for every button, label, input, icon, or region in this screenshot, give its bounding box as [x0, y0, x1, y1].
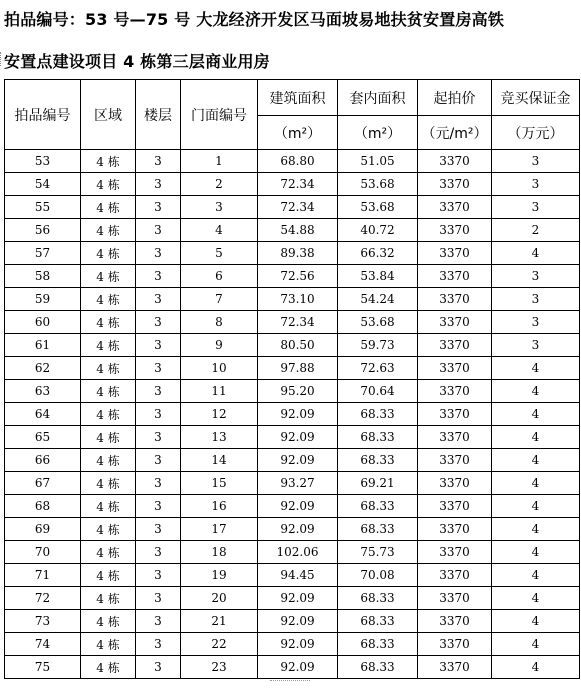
cell-building-area: 73.10 [258, 288, 338, 311]
cell-floor: 3 [136, 196, 181, 219]
cell-door-no: 5 [181, 242, 258, 265]
cell-building-area: 68.80 [258, 150, 338, 173]
table-row [5, 357, 580, 380]
cell-start-price: 3370 [418, 357, 492, 380]
cell-start-price: 3370 [418, 311, 492, 334]
cell-door-no: 17 [181, 518, 258, 541]
cell-lot-no: 66 [5, 449, 81, 472]
cell-lot-no: 72 [5, 587, 81, 610]
cell-floor: 3 [136, 219, 181, 242]
cell-deposit: 4 [492, 541, 580, 564]
cell-floor: 3 [136, 633, 181, 656]
cell-inner-area: 68.33 [338, 518, 418, 541]
table-row [5, 150, 580, 173]
cell-area: 4 栋 [81, 656, 136, 679]
cell-start-price: 3370 [418, 150, 492, 173]
cell-inner-area: 53.84 [338, 265, 418, 288]
document-title-line-1: 拍品编号：53 号—75 号 大龙经济开发区马面坡易地扶贫安置房高铁 [4, 10, 505, 29]
cell-start-price: 3370 [418, 656, 492, 679]
cell-door-no: 1 [181, 150, 258, 173]
cell-floor: 3 [136, 610, 181, 633]
table-row [5, 495, 580, 518]
cell-deposit: 4 [492, 472, 580, 495]
cell-start-price: 3370 [418, 495, 492, 518]
cell-building-area: 72.34 [258, 173, 338, 196]
cell-deposit: 4 [492, 495, 580, 518]
header-lot-no: 拍品编号 [5, 80, 81, 150]
cell-inner-area: 53.68 [338, 311, 418, 334]
cell-area: 4 栋 [81, 380, 136, 403]
cell-lot-no: 65 [5, 426, 81, 449]
cell-building-area: 92.09 [258, 403, 338, 426]
cell-floor: 3 [136, 587, 181, 610]
cell-door-no: 4 [181, 219, 258, 242]
cell-area: 4 栋 [81, 518, 136, 541]
cell-lot-no: 55 [5, 196, 81, 219]
table-row [5, 472, 580, 495]
cell-deposit: 4 [492, 242, 580, 265]
table-row [5, 541, 580, 564]
cell-building-area: 94.45 [258, 564, 338, 587]
table-row [5, 380, 580, 403]
cell-area: 4 栋 [81, 242, 136, 265]
cell-area: 4 栋 [81, 288, 136, 311]
cell-inner-area: 51.05 [338, 150, 418, 173]
cell-building-area: 97.88 [258, 357, 338, 380]
cell-area: 4 栋 [81, 173, 136, 196]
cell-deposit: 4 [492, 380, 580, 403]
cell-start-price: 3370 [418, 633, 492, 656]
cell-lot-no: 60 [5, 311, 81, 334]
header-floor: 楼层 [136, 80, 181, 150]
cell-lot-no: 68 [5, 495, 81, 518]
cell-floor: 3 [136, 426, 181, 449]
cell-building-area: 92.09 [258, 449, 338, 472]
cell-door-no: 20 [181, 587, 258, 610]
cell-start-price: 3370 [418, 196, 492, 219]
cell-start-price: 3370 [418, 541, 492, 564]
cell-building-area: 92.09 [258, 633, 338, 656]
cell-start-price: 3370 [418, 265, 492, 288]
cell-area: 4 栋 [81, 426, 136, 449]
table-row [5, 518, 580, 541]
cell-lot-no: 54 [5, 173, 81, 196]
table-row [5, 196, 580, 219]
cell-area: 4 栋 [81, 587, 136, 610]
cell-floor: 3 [136, 311, 181, 334]
cell-door-no: 11 [181, 380, 258, 403]
cell-lot-no: 59 [5, 288, 81, 311]
cell-floor: 3 [136, 564, 181, 587]
cell-inner-area: 68.33 [338, 633, 418, 656]
table-body [5, 150, 580, 679]
cell-deposit: 4 [492, 656, 580, 679]
cell-area: 4 栋 [81, 311, 136, 334]
cell-start-price: 3370 [418, 288, 492, 311]
cell-floor: 3 [136, 449, 181, 472]
header-building-area-unit: （m²） [258, 116, 338, 150]
cell-start-price: 3370 [418, 242, 492, 265]
cell-deposit: 4 [492, 518, 580, 541]
cell-floor: 3 [136, 541, 181, 564]
header-area: 区域 [81, 80, 136, 150]
cell-inner-area: 69.21 [338, 472, 418, 495]
cell-area: 4 栋 [81, 564, 136, 587]
cell-start-price: 3370 [418, 449, 492, 472]
cell-inner-area: 72.63 [338, 357, 418, 380]
header-building-area: 建筑面积 [258, 80, 338, 116]
header-deposit: 竞买保证金 [492, 80, 580, 116]
cell-lot-no: 63 [5, 380, 81, 403]
cell-area: 4 栋 [81, 495, 136, 518]
cell-floor: 3 [136, 518, 181, 541]
table-row [5, 242, 580, 265]
cell-inner-area: 68.33 [338, 656, 418, 679]
cell-lot-no: 61 [5, 334, 81, 357]
cell-inner-area: 68.33 [338, 403, 418, 426]
cell-area: 4 栋 [81, 150, 136, 173]
lot-table [4, 79, 580, 679]
cell-floor: 3 [136, 357, 181, 380]
table-row [5, 449, 580, 472]
cell-floor: 3 [136, 403, 181, 426]
table-row [5, 334, 580, 357]
cell-building-area: 93.27 [258, 472, 338, 495]
cell-lot-no: 74 [5, 633, 81, 656]
cell-deposit: 3 [492, 288, 580, 311]
table-row [5, 610, 580, 633]
text-cursor-mark [0, 52, 2, 66]
cell-door-no: 13 [181, 426, 258, 449]
cell-deposit: 3 [492, 150, 580, 173]
cell-inner-area: 70.08 [338, 564, 418, 587]
table-row [5, 633, 580, 656]
cell-lot-no: 71 [5, 564, 81, 587]
cell-lot-no: 64 [5, 403, 81, 426]
cell-start-price: 3370 [418, 334, 492, 357]
cell-door-no: 16 [181, 495, 258, 518]
cell-building-area: 54.88 [258, 219, 338, 242]
cell-door-no: 9 [181, 334, 258, 357]
cell-door-no: 6 [181, 265, 258, 288]
table-row [5, 311, 580, 334]
cell-door-no: 23 [181, 656, 258, 679]
cell-deposit: 4 [492, 449, 580, 472]
cell-floor: 3 [136, 242, 181, 265]
cell-lot-no: 67 [5, 472, 81, 495]
cell-deposit: 3 [492, 196, 580, 219]
cell-inner-area: 68.33 [338, 610, 418, 633]
cell-door-no: 8 [181, 311, 258, 334]
cell-building-area: 102.06 [258, 541, 338, 564]
cell-inner-area: 70.64 [338, 380, 418, 403]
header-start-price: 起拍价 [418, 80, 492, 116]
cell-door-no: 18 [181, 541, 258, 564]
cell-start-price: 3370 [418, 518, 492, 541]
cell-building-area: 92.09 [258, 656, 338, 679]
cell-area: 4 栋 [81, 633, 136, 656]
cell-door-no: 19 [181, 564, 258, 587]
cell-deposit: 2 [492, 219, 580, 242]
cell-inner-area: 68.33 [338, 449, 418, 472]
cell-door-no: 22 [181, 633, 258, 656]
cell-building-area: 72.34 [258, 311, 338, 334]
table-row [5, 587, 580, 610]
cell-building-area: 92.09 [258, 426, 338, 449]
cell-inner-area: 54.24 [338, 288, 418, 311]
cell-floor: 3 [136, 288, 181, 311]
cell-lot-no: 75 [5, 656, 81, 679]
cell-deposit: 3 [492, 173, 580, 196]
cell-floor: 3 [136, 656, 181, 679]
cell-inner-area: 59.73 [338, 334, 418, 357]
cell-building-area: 80.50 [258, 334, 338, 357]
header-start-price-unit: （元/m²） [418, 116, 492, 150]
cell-door-no: 15 [181, 472, 258, 495]
cell-area: 4 栋 [81, 357, 136, 380]
cell-building-area: 95.20 [258, 380, 338, 403]
cell-start-price: 3370 [418, 426, 492, 449]
cell-lot-no: 70 [5, 541, 81, 564]
cell-lot-no: 57 [5, 242, 81, 265]
cell-lot-no: 62 [5, 357, 81, 380]
table-row [5, 219, 580, 242]
cell-door-no: 7 [181, 288, 258, 311]
cell-area: 4 栋 [81, 196, 136, 219]
cell-start-price: 3370 [418, 403, 492, 426]
table-header-row [5, 80, 580, 116]
cell-area: 4 栋 [81, 472, 136, 495]
cell-inner-area: 53.68 [338, 196, 418, 219]
table-row [5, 426, 580, 449]
cell-inner-area: 75.73 [338, 541, 418, 564]
table-row [5, 288, 580, 311]
cell-deposit: 4 [492, 610, 580, 633]
cell-area: 4 栋 [81, 334, 136, 357]
cell-building-area: 72.34 [258, 196, 338, 219]
table-row [5, 173, 580, 196]
cell-lot-no: 53 [5, 150, 81, 173]
header-deposit-unit: （万元） [492, 116, 580, 150]
header-inner-area-unit: （m²） [338, 116, 418, 150]
cell-area: 4 栋 [81, 403, 136, 426]
cell-lot-no: 58 [5, 265, 81, 288]
cell-start-price: 3370 [418, 219, 492, 242]
cell-door-no: 10 [181, 357, 258, 380]
cell-lot-no: 69 [5, 518, 81, 541]
cell-lot-no: 73 [5, 610, 81, 633]
header-inner-area: 套内面积 [338, 80, 418, 116]
cell-inner-area: 53.68 [338, 173, 418, 196]
cell-building-area: 92.09 [258, 518, 338, 541]
cell-deposit: 4 [492, 633, 580, 656]
cell-building-area: 92.09 [258, 587, 338, 610]
cell-deposit: 4 [492, 357, 580, 380]
cell-inner-area: 68.33 [338, 495, 418, 518]
cell-inner-area: 40.72 [338, 219, 418, 242]
cell-start-price: 3370 [418, 173, 492, 196]
cell-building-area: 92.09 [258, 610, 338, 633]
cell-area: 4 栋 [81, 610, 136, 633]
cell-floor: 3 [136, 380, 181, 403]
cell-area: 4 栋 [81, 219, 136, 242]
header-door-no: 门面编号 [181, 80, 258, 150]
cell-building-area: 89.38 [258, 242, 338, 265]
document-title-line-2: 安置点建设项目 4 栋第三层商业用房 [4, 52, 270, 71]
cell-door-no: 14 [181, 449, 258, 472]
cell-deposit: 3 [492, 334, 580, 357]
cell-deposit: 4 [492, 426, 580, 449]
cell-start-price: 3370 [418, 472, 492, 495]
cell-building-area: 92.09 [258, 495, 338, 518]
cell-building-area: 72.56 [258, 265, 338, 288]
cell-door-no: 3 [181, 196, 258, 219]
cell-floor: 3 [136, 173, 181, 196]
table-row [5, 564, 580, 587]
cell-door-no: 21 [181, 610, 258, 633]
cell-deposit: 4 [492, 587, 580, 610]
cell-lot-no: 56 [5, 219, 81, 242]
cell-inner-area: 68.33 [338, 587, 418, 610]
cell-area: 4 栋 [81, 265, 136, 288]
cell-area: 4 栋 [81, 541, 136, 564]
cell-floor: 3 [136, 334, 181, 357]
table-row [5, 656, 580, 679]
cell-area: 4 栋 [81, 449, 136, 472]
cell-deposit: 3 [492, 311, 580, 334]
cell-floor: 3 [136, 265, 181, 288]
cell-deposit: 3 [492, 265, 580, 288]
cell-inner-area: 68.33 [338, 426, 418, 449]
cell-start-price: 3370 [418, 380, 492, 403]
cell-floor: 3 [136, 150, 181, 173]
cell-inner-area: 66.32 [338, 242, 418, 265]
cell-floor: 3 [136, 495, 181, 518]
cell-deposit: 4 [492, 403, 580, 426]
table-row [5, 265, 580, 288]
cell-floor: 3 [136, 472, 181, 495]
cell-start-price: 3370 [418, 564, 492, 587]
table-row [5, 403, 580, 426]
cell-deposit: 4 [492, 564, 580, 587]
cell-start-price: 3370 [418, 587, 492, 610]
cell-door-no: 12 [181, 403, 258, 426]
cell-door-no: 2 [181, 173, 258, 196]
cell-start-price: 3370 [418, 610, 492, 633]
